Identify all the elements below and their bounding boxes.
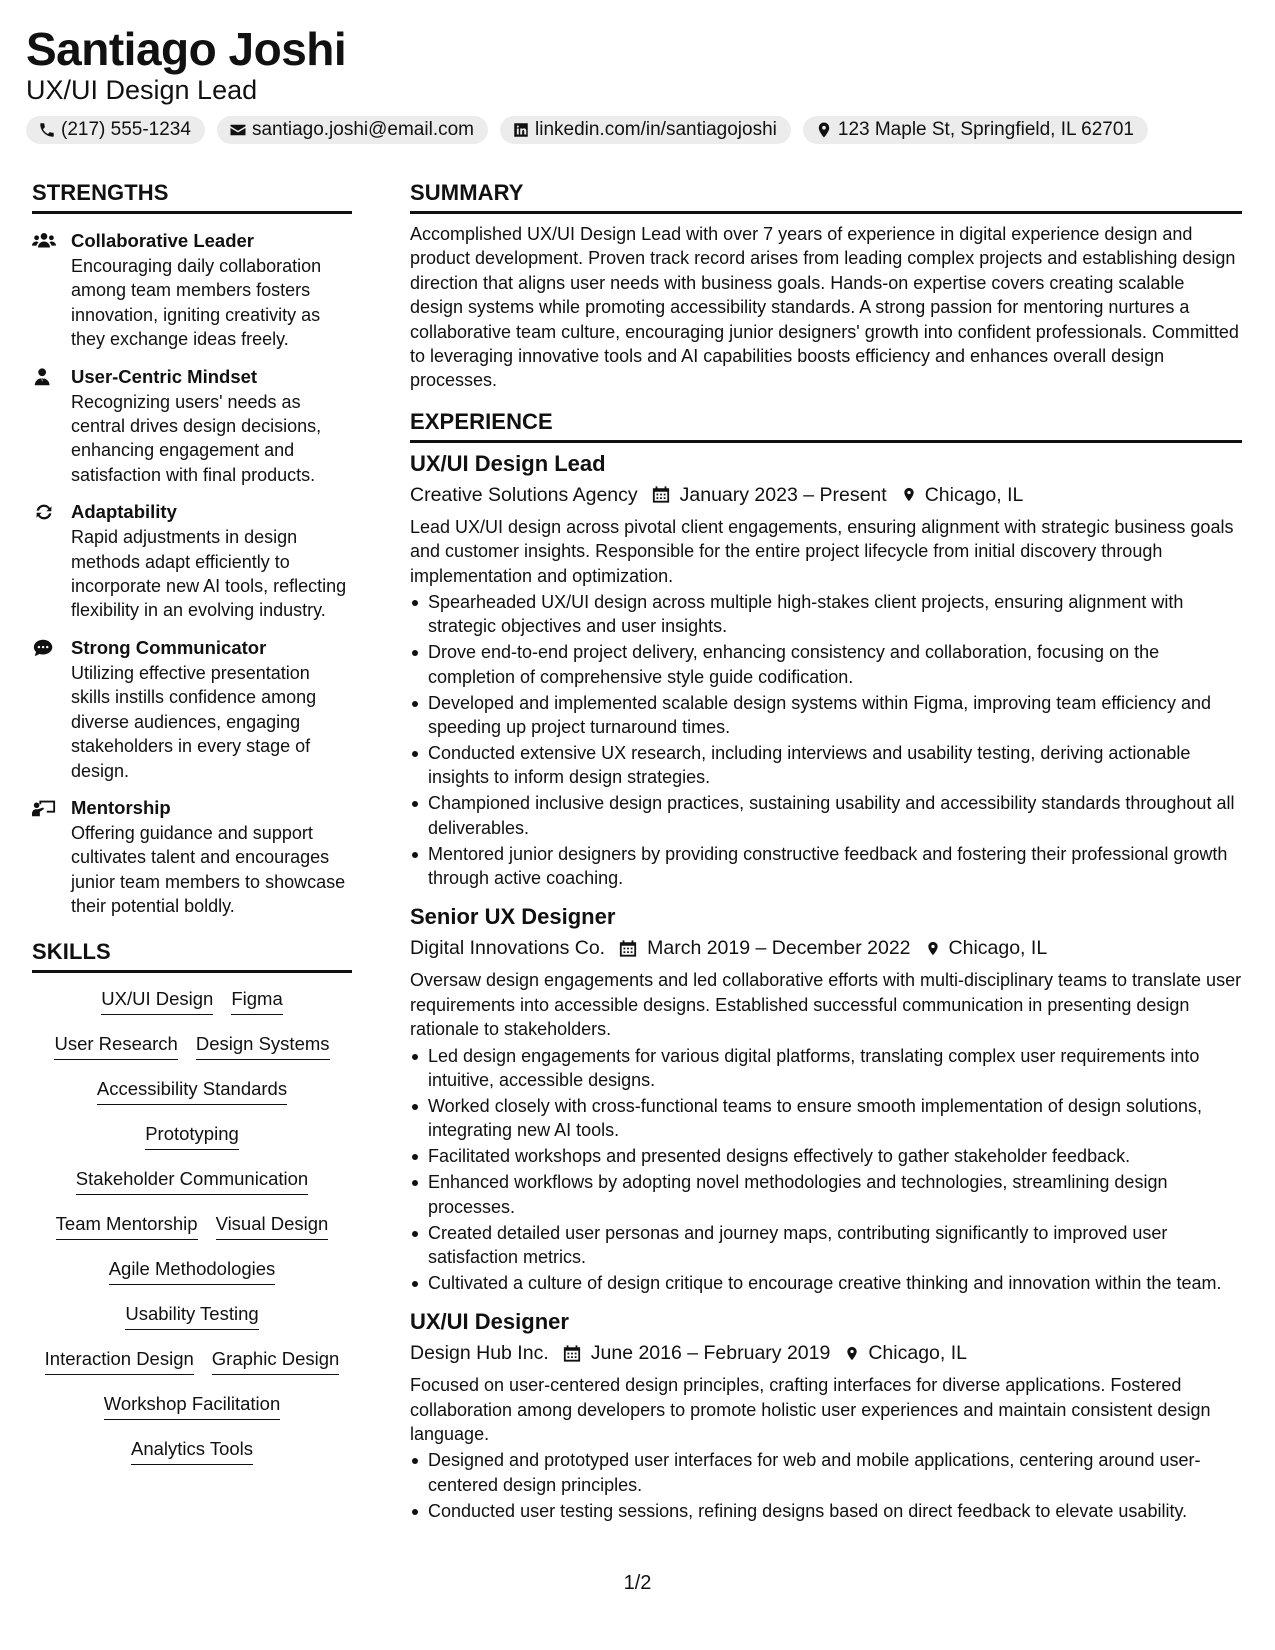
job-title: Senior UX Designer: [410, 904, 616, 930]
strength-title: Collaborative Leader: [71, 230, 255, 251]
job-title: UX/UI Designer: [410, 1309, 569, 1335]
right-column: [410, 178, 1242, 1525]
job-location: Chicago, IL: [948, 937, 1048, 960]
job-bullet: Conducted user testing sessions, refining designs based on direct feedback to elevate usability.: [410, 1499, 1242, 1523]
skill-tag: Agile Methodologies: [109, 1257, 276, 1285]
summary-heading: SUMMARY: [410, 178, 1242, 214]
skill-tag: Design Systems: [196, 1032, 330, 1060]
skill-row: [32, 1253, 352, 1298]
phone-text: (217) 555-1234: [61, 119, 191, 140]
skill-row: [32, 983, 352, 1028]
strengths-list: [32, 228, 352, 919]
skill-tag: Figma: [231, 987, 282, 1015]
company-name: Creative Solutions Agency: [410, 483, 638, 506]
job-meta: [410, 1338, 1242, 1368]
linkedin-text: linkedin.com/in/santiagojoshi: [535, 119, 777, 140]
contact-bar: [26, 116, 1256, 144]
job-bullet: Developed and implemented scalable design systems within Figma, improving team efficiency and speeding up project turnaround times.: [410, 691, 1242, 740]
skill-tag: Interaction Design: [45, 1347, 194, 1375]
job-dates: January 2023 – Present: [679, 483, 887, 506]
job-bullets: [410, 590, 1242, 890]
job-title: UX/UI Design Lead: [410, 450, 606, 476]
strength-desc: Encouraging daily collaboration among team members fosters innovation, igniting creativity as they exchange ideas freely.: [71, 256, 322, 350]
strength-item: [32, 228, 352, 352]
strength-desc: Rapid adjustments in design methods adapt efficiently to incorporate new AI tools, reflecting flexibility in an evolving industry.: [71, 527, 347, 621]
phone-icon: [38, 121, 56, 139]
skill-row: [32, 1343, 352, 1388]
skill-row: [32, 1073, 352, 1118]
email-text: santiago.joshi@email.com: [251, 119, 474, 140]
envelope-icon: [229, 121, 247, 139]
strength-title: User-Centric Mindset: [71, 365, 258, 387]
candidate-role: UX/UI Design Lead: [26, 75, 258, 105]
skill-row: [32, 1163, 352, 1208]
map-pin-icon: [925, 939, 941, 958]
sync-icon: [32, 502, 56, 522]
job-description: Oversaw design engagements and led collaborative efforts with multi-disciplinary teams to translate user requirements into accessible designs. Established successful communication in presenting design rationale to stakeholders.: [410, 970, 1242, 1040]
map-pin-icon: [844, 1344, 860, 1363]
skills-heading: SKILLS: [32, 937, 352, 973]
job-bullet: Mentored junior designers by providing constructive feedback and fostering their professional growth through active coaching.: [410, 842, 1242, 891]
map-pin-icon: [815, 121, 833, 139]
skill-tag: Workshop Facilitation: [104, 1392, 281, 1420]
strengths-heading: STRENGTHS: [32, 178, 352, 214]
linkedin-icon: [512, 121, 530, 139]
skill-row: [32, 1298, 352, 1343]
resume-header: [26, 22, 1256, 144]
address-contact[interactable]: [803, 116, 1148, 144]
linkedin-contact[interactable]: [500, 116, 791, 144]
job-bullet: Created detailed user personas and journey maps, contributing significantly to improved user satisfaction metrics.: [410, 1221, 1242, 1270]
user-tie-icon: [32, 367, 56, 387]
job-dates: March 2019 – December 2022: [647, 937, 911, 960]
strength-desc: Utilizing effective presentation skills instills confidence among diverse audiences, engaging stakeholders in every stage of design.: [71, 662, 317, 781]
job-bullet: Conducted extensive UX research, including interviews and usability testing, deriving actionable insights to inform design strategies.: [410, 741, 1242, 790]
address-text: 123 Maple St, Springfield, IL 62701: [837, 119, 1134, 140]
job-bullet: Enhanced workflows by adopting novel methodologies and technologies, streamlining design processes.: [410, 1170, 1242, 1219]
skill-tag: Analytics Tools: [131, 1437, 253, 1465]
job-bullet: Designed and prototyped user interfaces for web and mobile applications, centering around user-centered design principles.: [410, 1448, 1242, 1497]
skill-tag: User Research: [54, 1032, 177, 1060]
skill-row: [32, 1118, 352, 1163]
job-bullet: Worked closely with cross-functional teams to ensure smooth implementation of design solutions, integrating new AI tools.: [410, 1094, 1242, 1143]
skill-row: [32, 1388, 352, 1433]
strength-item: [32, 364, 352, 488]
skill-tag: Usability Testing: [125, 1302, 258, 1330]
job-bullet: Cultivated a culture of design critique to encourage creative thinking and innovation within the team.: [410, 1271, 1242, 1295]
calendar-icon: [619, 939, 637, 958]
strength-item: [32, 499, 352, 623]
calendar-icon: [652, 485, 670, 504]
skill-tag: Graphic Design: [212, 1347, 340, 1375]
job-description: Lead UX/UI design across pivotal client engagements, ensuring alignment with strategic business goals and customer insights. Responsible for the entire project lifecycle from initial discovery through implementation and optimization.: [410, 516, 1234, 586]
phone-contact[interactable]: [26, 116, 205, 144]
strength-title: Strong Communicator: [71, 636, 267, 658]
skill-tag: Accessibility Standards: [97, 1077, 287, 1105]
strength-desc: Offering guidance and support cultivates talent and encourages junior team members to showcase their potential boldly.: [71, 822, 346, 917]
job-bullets: [410, 1044, 1242, 1296]
job-bullet: Led design engagements for various digital platforms, translating complex user requirements into intuitive, accessible designs.: [410, 1044, 1242, 1093]
page-number: 1/2: [623, 1572, 652, 1594]
chalkboard-teacher-icon: [32, 798, 56, 818]
strength-title: Mentorship: [71, 796, 171, 818]
job-location: Chicago, IL: [924, 483, 1024, 506]
strength-item: [32, 795, 352, 919]
users-icon: [32, 231, 56, 251]
job-location: Chicago, IL: [868, 1342, 967, 1365]
skill-tag: Visual Design: [216, 1212, 329, 1240]
job-bullet: Drove end-to-end project delivery, enhancing consistency and collaboration, focusing on the completion of comprehensive style guide codification.: [410, 640, 1242, 689]
left-column: [32, 178, 352, 1478]
job-meta: [410, 480, 1242, 510]
job-meta: [410, 933, 1242, 963]
email-contact[interactable]: [217, 116, 488, 144]
skill-tag: UX/UI Design: [101, 987, 213, 1015]
comment-icon: [32, 638, 56, 658]
skill-tag: Team Mentorship: [56, 1212, 198, 1240]
skills-list: [32, 983, 352, 1478]
strength-desc: Recognizing users' needs as central drives design decisions, enhancing engagement and satisfaction with final products.: [71, 391, 322, 485]
job-bullet: Facilitated workshops and presented designs effectively to gather stakeholder feedback.: [410, 1144, 1242, 1168]
job-entry: [410, 449, 1242, 891]
summary-text: Accomplished UX/UI Design Lead with over 7 years of experience in digital experience design and product development. Proven track record arises from leading complex projects and establishing design direction that aligns user needs with business goals. Hands-on expertise covers creating scalable design systems while promoting accessibility standards. A strong passion for mentoring nurtures a collaborative team culture, encouraging junior designers' growth into confident professionals. Committed to leveraging innovative tools and AI capabilities boosts efficiency and enhances overall design processes.: [410, 224, 1239, 391]
job-bullet: Spearheaded UX/UI design across multiple high-stakes client projects, ensuring alignment with strategic objectives and user insights.: [410, 590, 1242, 639]
strength-item: [32, 635, 352, 783]
job-dates: June 2016 – February 2019: [590, 1342, 831, 1365]
calendar-icon: [563, 1344, 581, 1363]
experience-heading: EXPERIENCE: [410, 407, 1242, 443]
company-name: Digital Innovations Co.: [410, 937, 606, 960]
candidate-name: Santiago Joshi: [26, 23, 347, 75]
skill-tag: Prototyping: [145, 1122, 239, 1150]
job-bullets: [410, 1448, 1242, 1523]
job-description: Focused on user-centered design principles, crafting interfaces for diverse applications. Fostered collaboration among developers to promote holistic user experiences and maintain consistent design language.: [410, 1375, 1211, 1445]
map-pin-icon: [901, 485, 917, 504]
job-bullet: Championed inclusive design practices, sustaining usability and accessibility standards throughout all deliverables.: [410, 791, 1242, 840]
skill-tag: Stakeholder Communication: [76, 1167, 308, 1195]
company-name: Design Hub Inc.: [410, 1342, 549, 1365]
job-entry: [410, 902, 1242, 1295]
skill-row: [32, 1433, 352, 1478]
job-entry: [410, 1307, 1242, 1523]
strength-title: Adaptability: [71, 501, 177, 523]
skill-row: [32, 1028, 352, 1073]
skill-row: [32, 1208, 352, 1253]
